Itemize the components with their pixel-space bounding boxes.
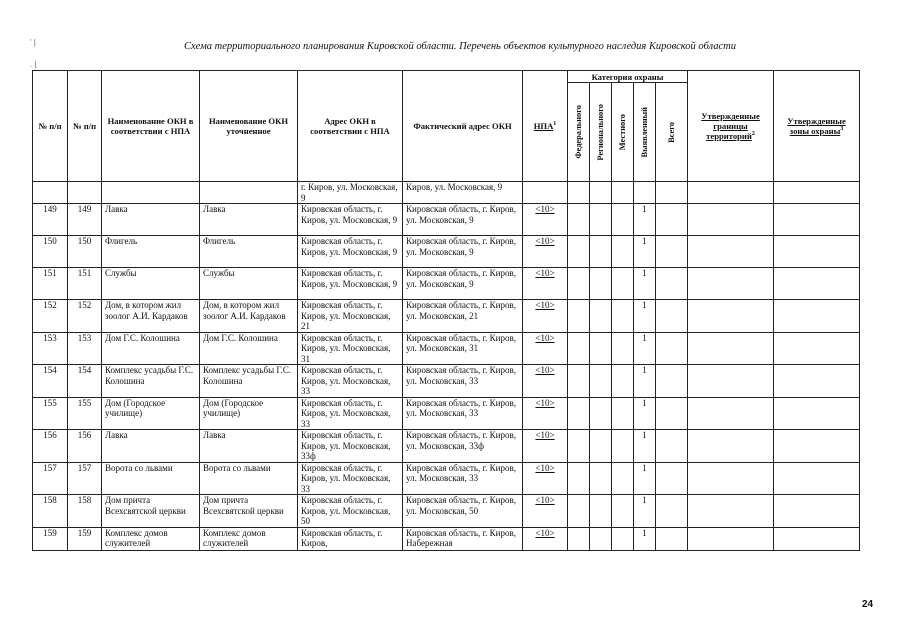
cell-federal	[568, 397, 590, 430]
col-header-address-npa: Адрес ОКН в соответствии с НПА	[298, 71, 403, 182]
cell-identified: 1	[634, 332, 656, 365]
cell-local	[612, 332, 634, 365]
cell-address-npa: Кировская область, г. Киров, ул. Московская, 33	[298, 365, 403, 398]
cell-federal	[568, 300, 590, 333]
cell-boundaries	[688, 397, 774, 430]
cell-address-npa: Кировская область, г. Киров, ул. Московская, 21	[298, 300, 403, 333]
cell-zones	[774, 204, 860, 236]
cell-local	[612, 430, 634, 463]
col-header-num: № п/п	[33, 71, 68, 182]
cell-name-npa: Лавка	[102, 204, 200, 236]
cell-address-npa: Кировская область, г. Киров, ул. Московская, 33	[298, 397, 403, 430]
table-row	[33, 527, 860, 550]
cell-identified: 1	[634, 204, 656, 236]
cell-local	[612, 397, 634, 430]
cell-address-actual: Кировская область, г. Киров, ул. Московская, 33	[403, 397, 523, 430]
cell-name-clarified: Службы	[200, 268, 298, 300]
cell-total	[656, 495, 688, 528]
cell-boundaries	[688, 495, 774, 528]
cell-identified: 1	[634, 430, 656, 463]
cell-identified: 1	[634, 495, 656, 528]
cell-num: 149	[33, 204, 68, 236]
cell-num: 158	[68, 495, 102, 528]
cell-total	[656, 430, 688, 463]
cell-total	[656, 527, 688, 550]
table-row	[33, 332, 860, 365]
cell-num: 154	[33, 365, 68, 398]
cell-address-actual: Кировская область, г. Киров, ул. Московская, 33	[403, 462, 523, 495]
cell-regional	[590, 300, 612, 333]
cell-identified: 1	[634, 268, 656, 300]
cell-name-clarified: Лавка	[200, 430, 298, 463]
cell-npa: <10>	[523, 204, 568, 236]
col-header-name-npa: Наименование ОКН в соответствии с НПА	[102, 71, 200, 182]
cell-name-clarified: Лавка	[200, 204, 298, 236]
col-header-local: Местного	[612, 83, 634, 182]
cell-total	[656, 300, 688, 333]
cell-federal	[568, 527, 590, 550]
cell-address-actual: Кировская область, г. Киров, ул. Московская, 9	[403, 204, 523, 236]
cell-address-npa: Кировская область, г. Киров, ул. Московская, 50	[298, 495, 403, 528]
cell-name-clarified: Комплекс усадьбы Г.С. Колошина	[200, 365, 298, 398]
cell-total	[656, 204, 688, 236]
col-header-num: № п/п	[68, 71, 102, 182]
cell-zones	[774, 495, 860, 528]
cell-num: 149	[68, 204, 102, 236]
cell-local	[612, 365, 634, 398]
table-row	[33, 462, 860, 495]
cell-address-npa: Кировская область, г. Киров, ул. Московская, 33ф	[298, 430, 403, 463]
cell-npa: <10>	[523, 495, 568, 528]
cell-total	[656, 236, 688, 268]
cell-num: 159	[33, 527, 68, 550]
cell-npa: <10>	[523, 397, 568, 430]
page-title: Схема территориального планирования Кировской области. Перечень объектов культурного наследия Кировской области	[184, 41, 736, 52]
cell-name-npa: Дом Г.С. Колошина	[102, 332, 200, 365]
cell-num: 156	[33, 430, 68, 463]
cell-address-npa: Кировская область, г. Киров, ул. Московская, 9	[298, 268, 403, 300]
cell-federal	[568, 495, 590, 528]
cell-federal	[568, 236, 590, 268]
cell-total	[656, 268, 688, 300]
table-row	[33, 204, 860, 236]
cell-address-npa: Кировская область, г. Киров, ул. Московская, 31	[298, 332, 403, 365]
cell-zones	[774, 365, 860, 398]
col-header-address-actual: Фактический адрес ОКН	[403, 71, 523, 182]
cell-local	[612, 300, 634, 333]
cell-num: 153	[68, 332, 102, 365]
cell-name-clarified: Комплекс домов служителей	[200, 527, 298, 550]
cell-address-npa: г. Киров, ул. Московская, 9	[298, 182, 403, 204]
cell-boundaries	[688, 332, 774, 365]
cell-num: 154	[68, 365, 102, 398]
cell-name-npa: Дом, в котором жил зоолог А.И. Кардаков	[102, 300, 200, 333]
cell-address-actual: Кировская область, г. Киров, ул. Московская, 33ф	[403, 430, 523, 463]
cell-num: 150	[33, 236, 68, 268]
cell-identified: 1	[634, 462, 656, 495]
cell-num: 157	[68, 462, 102, 495]
cell-identified: 1	[634, 365, 656, 398]
cell-num: 150	[68, 236, 102, 268]
cell-zones	[774, 300, 860, 333]
cell-address-actual: Кировская область, г. Киров, ул. Московская, 33	[403, 365, 523, 398]
cell-federal	[568, 462, 590, 495]
cell-address-actual: Кировская область, г. Киров, Набережная	[403, 527, 523, 550]
page-number: 24	[862, 599, 874, 610]
cell-name-clarified: Ворота со львами	[200, 462, 298, 495]
cell-num: 152	[68, 300, 102, 333]
cell-regional	[590, 462, 612, 495]
cell-regional	[590, 527, 612, 550]
cell-zones	[774, 236, 860, 268]
cell-boundaries	[688, 527, 774, 550]
col-header-regional: Регионального	[590, 83, 612, 182]
table-row	[33, 268, 860, 300]
cell-name-clarified: Дом (Городское училище)	[200, 397, 298, 430]
cell-local	[612, 204, 634, 236]
cell-local	[612, 462, 634, 495]
col-header-boundaries: Утвержденные границы территорий$^2$	[688, 71, 774, 182]
col-header-identified: Выявленный	[634, 83, 656, 182]
cell-npa: <10>	[523, 268, 568, 300]
cell-npa: <10>	[523, 236, 568, 268]
cell-name-npa: Дом причта Всехсвятской церкви	[102, 495, 200, 528]
cell-boundaries	[688, 300, 774, 333]
cell-npa: <10>	[523, 332, 568, 365]
cell-regional	[590, 236, 612, 268]
cell-regional	[590, 397, 612, 430]
cell-name-npa: Комплекс домов служителей	[102, 527, 200, 550]
col-header-federal: Федерального	[568, 83, 590, 182]
cell-address-actual: Кировская область, г. Киров, ул. Московская, 50	[403, 495, 523, 528]
cell-identified: 1	[634, 527, 656, 550]
cell-zones	[774, 430, 860, 463]
cell-federal	[568, 268, 590, 300]
scan-mark: ' |	[30, 38, 36, 47]
table-row	[33, 365, 860, 398]
cell-zones	[774, 462, 860, 495]
cell-name-clarified: Дом причта Всехсвятской церкви	[200, 495, 298, 528]
col-header-zones: Утвержденные зоны охраны$^3$	[774, 71, 860, 182]
cell-federal	[568, 204, 590, 236]
cell-address-actual: Киров, ул. Московская, 9	[403, 182, 523, 204]
cell-boundaries	[688, 430, 774, 463]
cell-zones	[774, 268, 860, 300]
cell-name-clarified: Флигель	[200, 236, 298, 268]
table-row	[33, 430, 860, 463]
cell-address-actual: Кировская область, г. Киров, ул. Московская, 9	[403, 268, 523, 300]
cell-num: 153	[33, 332, 68, 365]
cell-address-npa: Кировская область, г. Киров, ул. Московская, 9	[298, 204, 403, 236]
cell-boundaries	[688, 236, 774, 268]
cell-name-clarified: Дом Г.С. Колошина	[200, 332, 298, 365]
cell-address-actual: Кировская область, г. Киров, ул. Московская, 31	[403, 332, 523, 365]
cell-local	[612, 495, 634, 528]
cell-npa: <10>	[523, 430, 568, 463]
cell-num: 151	[33, 268, 68, 300]
cell-regional	[590, 365, 612, 398]
cell-total	[656, 365, 688, 398]
heritage-objects-table	[32, 70, 860, 551]
cell-boundaries	[688, 365, 774, 398]
cell-total	[656, 332, 688, 365]
cell-name-npa: Службы	[102, 268, 200, 300]
cell-npa: <10>	[523, 300, 568, 333]
cell-local	[612, 236, 634, 268]
cell-address-npa: Кировская область, г. Киров,	[298, 527, 403, 550]
cell-name-npa: Лавка	[102, 430, 200, 463]
cell-regional	[590, 430, 612, 463]
cell-address-actual: Кировская область, г. Киров, ул. Московская, 9	[403, 236, 523, 268]
cell-num: 157	[33, 462, 68, 495]
cell-total	[656, 462, 688, 495]
cell-name-npa: Комплекс усадьбы Г.С. Колошина	[102, 365, 200, 398]
col-header-npa: НПА$^1$	[523, 71, 568, 182]
cell-name-clarified: Дом, в котором жил зоолог А.И. Кардаков	[200, 300, 298, 333]
cell-num: 151	[68, 268, 102, 300]
cell-num: 155	[68, 397, 102, 430]
cell-npa: <10>	[523, 365, 568, 398]
cell-num: 159	[68, 527, 102, 550]
col-header-total: Всего	[656, 83, 688, 182]
cell-boundaries	[688, 268, 774, 300]
cell-name-npa: Ворота со львами	[102, 462, 200, 495]
table-row	[33, 300, 860, 333]
cell-boundaries	[688, 462, 774, 495]
cell-identified: 1	[634, 397, 656, 430]
cell-local	[612, 527, 634, 550]
cell-num: 158	[33, 495, 68, 528]
cell-num: 155	[33, 397, 68, 430]
cell-regional	[590, 268, 612, 300]
cell-federal	[568, 365, 590, 398]
cell-zones	[774, 332, 860, 365]
cell-name-npa: Дом (Городское училище)	[102, 397, 200, 430]
cell-address-npa: Кировская область, г. Киров, ул. Московская, 33	[298, 462, 403, 495]
table-row-continuation	[33, 182, 860, 204]
cell-federal	[568, 430, 590, 463]
cell-federal	[568, 332, 590, 365]
col-header-category: Категория охраны	[568, 71, 688, 83]
cell-identified: 1	[634, 300, 656, 333]
cell-local	[612, 268, 634, 300]
cell-regional	[590, 495, 612, 528]
cell-zones	[774, 397, 860, 430]
cell-name-npa: Флигель	[102, 236, 200, 268]
cell-zones	[774, 527, 860, 550]
cell-boundaries	[688, 204, 774, 236]
scan-mark: . |	[30, 60, 37, 69]
cell-address-actual: Кировская область, г. Киров, ул. Московская, 21	[403, 300, 523, 333]
cell-regional	[590, 332, 612, 365]
table-row	[33, 397, 860, 430]
cell-identified: 1	[634, 236, 656, 268]
col-header-name-clarified: Наименование ОКН уточненное	[200, 71, 298, 182]
cell-num: 156	[68, 430, 102, 463]
cell-total	[656, 397, 688, 430]
table-row	[33, 495, 860, 528]
cell-npa: <10>	[523, 527, 568, 550]
table-row	[33, 236, 860, 268]
cell-address-npa: Кировская область, г. Киров, ул. Московская, 9	[298, 236, 403, 268]
cell-regional	[590, 204, 612, 236]
cell-num: 152	[33, 300, 68, 333]
cell-npa: <10>	[523, 462, 568, 495]
